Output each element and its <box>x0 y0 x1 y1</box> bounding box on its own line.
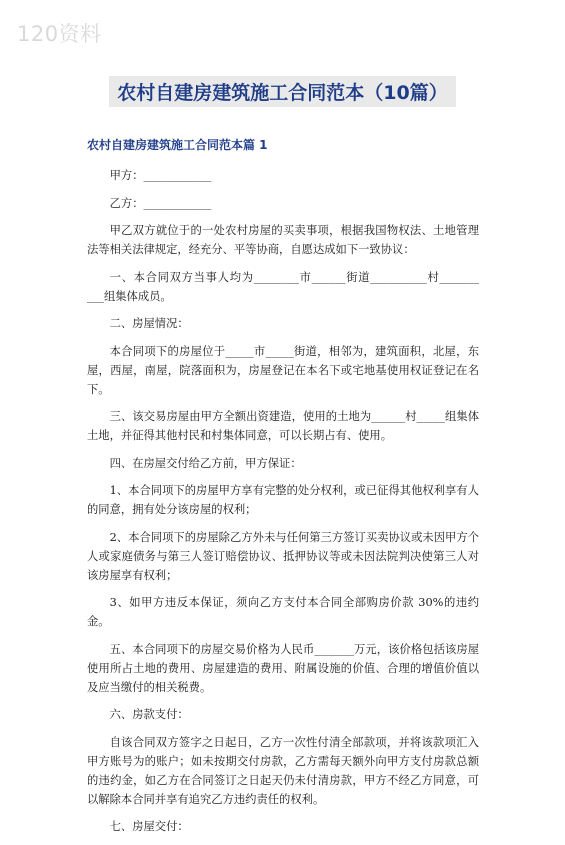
document-title: 农村自建房建筑施工合同范本（10篇） <box>109 76 455 107</box>
payment-paragraph: 自该合同双方签字之日起日，乙方一次性付清全部款项，并将该款项汇入甲方账号为的账户；如未按期交付房款，乙方需每天额外向甲方支付房款总额的违约金，如乙方在合同签订之日起天仍未付清房款，甲方不经乙方同意，可以解除本合同并享有追究乙方违约责任的权利。 <box>87 735 479 806</box>
document-body <box>87 166 479 845</box>
title-wrapper <box>0 76 565 107</box>
party-a-line: 甲方：____________ <box>109 169 212 182</box>
party-b-line: 乙方：____________ <box>109 196 212 210</box>
clause-2-heading: 二、房屋情况： <box>109 317 189 330</box>
preamble-paragraph: 甲乙双方就位于的一处农村房屋的买卖事项，根据我国物权法、土地管理法等相关法律规定，经充分、平等协商，自愿达成如下一致协议： <box>87 224 479 256</box>
clause-7-heading: 七、房屋交付： <box>109 820 189 833</box>
clause-5-paragraph: 五、本合同项下的房屋交易价格为人民币_______万元，该价格包括该房屋使用所占土地的费用、房屋建造的费用、附属设施的价值、合理的增值价值以及应当缴付的相关税费。 <box>87 642 479 694</box>
watermark: 120资料 <box>17 22 102 46</box>
section-heading: 农村自建房建筑施工合同范本篇 1 <box>87 138 268 152</box>
clause-6-heading: 六、房款支付： <box>109 708 189 721</box>
guarantee-2-paragraph: 2、本合同项下的房屋除乙方外未与任何第三方签订买卖协议或未因甲方个人或家庭债务与第三人签订赔偿协议、抵押协议等或未因法院判决使第三人对该房屋享有权利； <box>87 530 479 582</box>
clause-3-paragraph: 三、该交易房屋由甲方全额出资建造，使用的土地为______村_____组集体土地，并征得其他村民和村集体同意，可以长期占有、使用。 <box>87 410 479 442</box>
guarantee-3-paragraph: 3、如甲方违反本保证，须向乙方支付本合同全部购房价款 30%的违约金。 <box>87 596 479 628</box>
property-description-paragraph: 本合同项下的房屋位于_____市_____街道，相邻为，建筑面积，北屋，东屋，西屋，南屋，院落面积为，房屋登记在本名下或宅地基使用权证登记在名下。 <box>87 344 479 396</box>
guarantee-1-paragraph: 1、本合同项下的房屋甲方享有完整的处分权利，或已征得其他权利享有人的同意，拥有处分该房屋的权利； <box>87 484 479 516</box>
clause-4-heading: 四、在房屋交付给乙方前，甲方保证： <box>109 456 302 470</box>
clause-1-paragraph: 一、本合同双方当事人均为________市______街道__________村_______ ___组集体成员。 <box>87 270 479 303</box>
